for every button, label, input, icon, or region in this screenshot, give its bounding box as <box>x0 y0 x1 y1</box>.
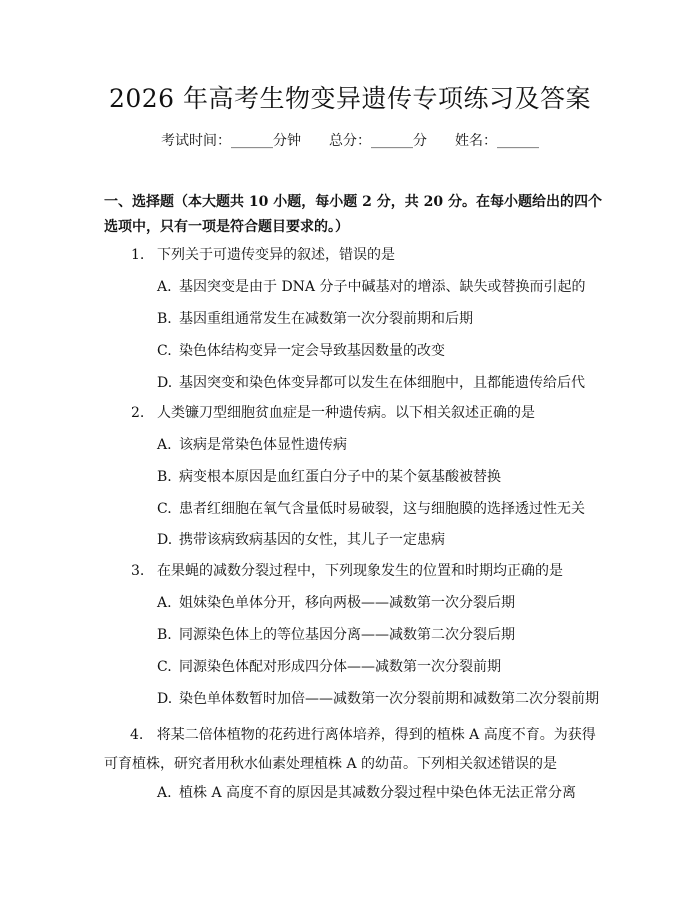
section-heading: 一、选择题（本大题共 10 小题，每小题 2 分，共 20 分。在每小题给出的四个选项中，只有一项是符合题目要求的。） <box>104 194 602 235</box>
option-3c <box>157 657 501 677</box>
page-title: 2026 年高考生物变异遗传专项练习及答案 <box>108 84 592 113</box>
option-key: D. <box>157 532 173 548</box>
exam-meta <box>0 131 700 151</box>
question-stem: 下列关于可遗传变异的叙述，错误的是 <box>157 247 395 263</box>
option-key: B. <box>157 627 172 643</box>
question-number: 2. <box>131 405 145 421</box>
exam-score: 总分：______分 <box>329 133 427 149</box>
option-key: A. <box>157 279 172 295</box>
option-key: B. <box>157 311 172 327</box>
question-number: 3. <box>131 563 145 579</box>
question-4 <box>104 721 602 779</box>
option-key: D. <box>157 691 173 707</box>
option-key: A. <box>157 437 172 453</box>
option-key: C. <box>157 501 172 517</box>
option-text: 该病是常染色体显性遗传病 <box>179 437 347 453</box>
exam-time: 考试时间：______分钟 <box>161 133 301 149</box>
question-stem: 在果蝇的减数分裂过程中，下列现象发生的位置和时期均正确的是 <box>157 563 563 579</box>
option-3a <box>157 593 515 613</box>
option-2d <box>157 530 445 550</box>
option-text: 染色单体数暂时加倍——减数第一次分裂前期和减数第二次分裂前期 <box>179 691 599 707</box>
option-text: 基因突变是由于 DNA 分子中碱基对的增添、缺失或替换而引起的 <box>179 279 586 295</box>
option-text: 基因重组通常发生在减数第一次分裂前期和后期 <box>179 311 473 327</box>
option-4a <box>157 783 576 803</box>
option-text: 同源染色体配对形成四分体——减数第一次分裂前期 <box>179 659 501 675</box>
student-name: 姓名：______ <box>455 133 539 149</box>
option-3d <box>157 689 599 709</box>
option-key: C. <box>157 659 172 675</box>
option-text: 染色体结构变异一定会导致基因数量的改变 <box>179 343 445 359</box>
option-key: C. <box>157 343 172 359</box>
option-text: 植株 A 高度不育的原因是其减数分裂过程中染色体无法正常分离 <box>179 785 577 801</box>
option-key: A. <box>157 785 172 801</box>
question-stem: 人类镰刀型细胞贫血症是一种遗传病。以下相关叙述正确的是 <box>157 405 535 421</box>
option-text: 携带该病致病基因的女性，其儿子一定患病 <box>179 532 445 548</box>
option-text: 同源染色体上的等位基因分离——减数第二次分裂后期 <box>179 627 515 643</box>
option-1a <box>157 277 585 297</box>
option-text: 患者红细胞在氧气含量低时易破裂，这与细胞膜的选择透过性无关 <box>179 501 585 517</box>
option-2a <box>157 435 347 455</box>
option-text: 姐妹染色单体分开，移向两极——减数第一次分裂后期 <box>179 595 515 611</box>
option-key: B. <box>157 469 172 485</box>
option-2b <box>157 467 501 487</box>
option-key: D. <box>157 375 173 391</box>
option-1b <box>157 309 473 329</box>
question-stem: 将某二倍体植物的花药进行离体培养，得到的植株 A 高度不育。为获得可育植株，研究者用秋水仙素处理植株 A 的幼苗。下列相关叙述错误的是 <box>104 727 596 772</box>
option-1c <box>157 341 445 361</box>
option-1d <box>157 373 585 393</box>
option-3b <box>157 625 515 645</box>
question-number: 1. <box>131 247 145 263</box>
option-2c <box>157 499 585 519</box>
option-text: 基因突变和染色体变异都可以发生在体细胞中，且都能遗传给后代 <box>179 375 585 391</box>
option-key: A. <box>157 595 172 611</box>
question-number: 4. <box>130 727 144 743</box>
option-text: 病变根本原因是血红蛋白分子中的某个氨基酸被替换 <box>179 469 501 485</box>
